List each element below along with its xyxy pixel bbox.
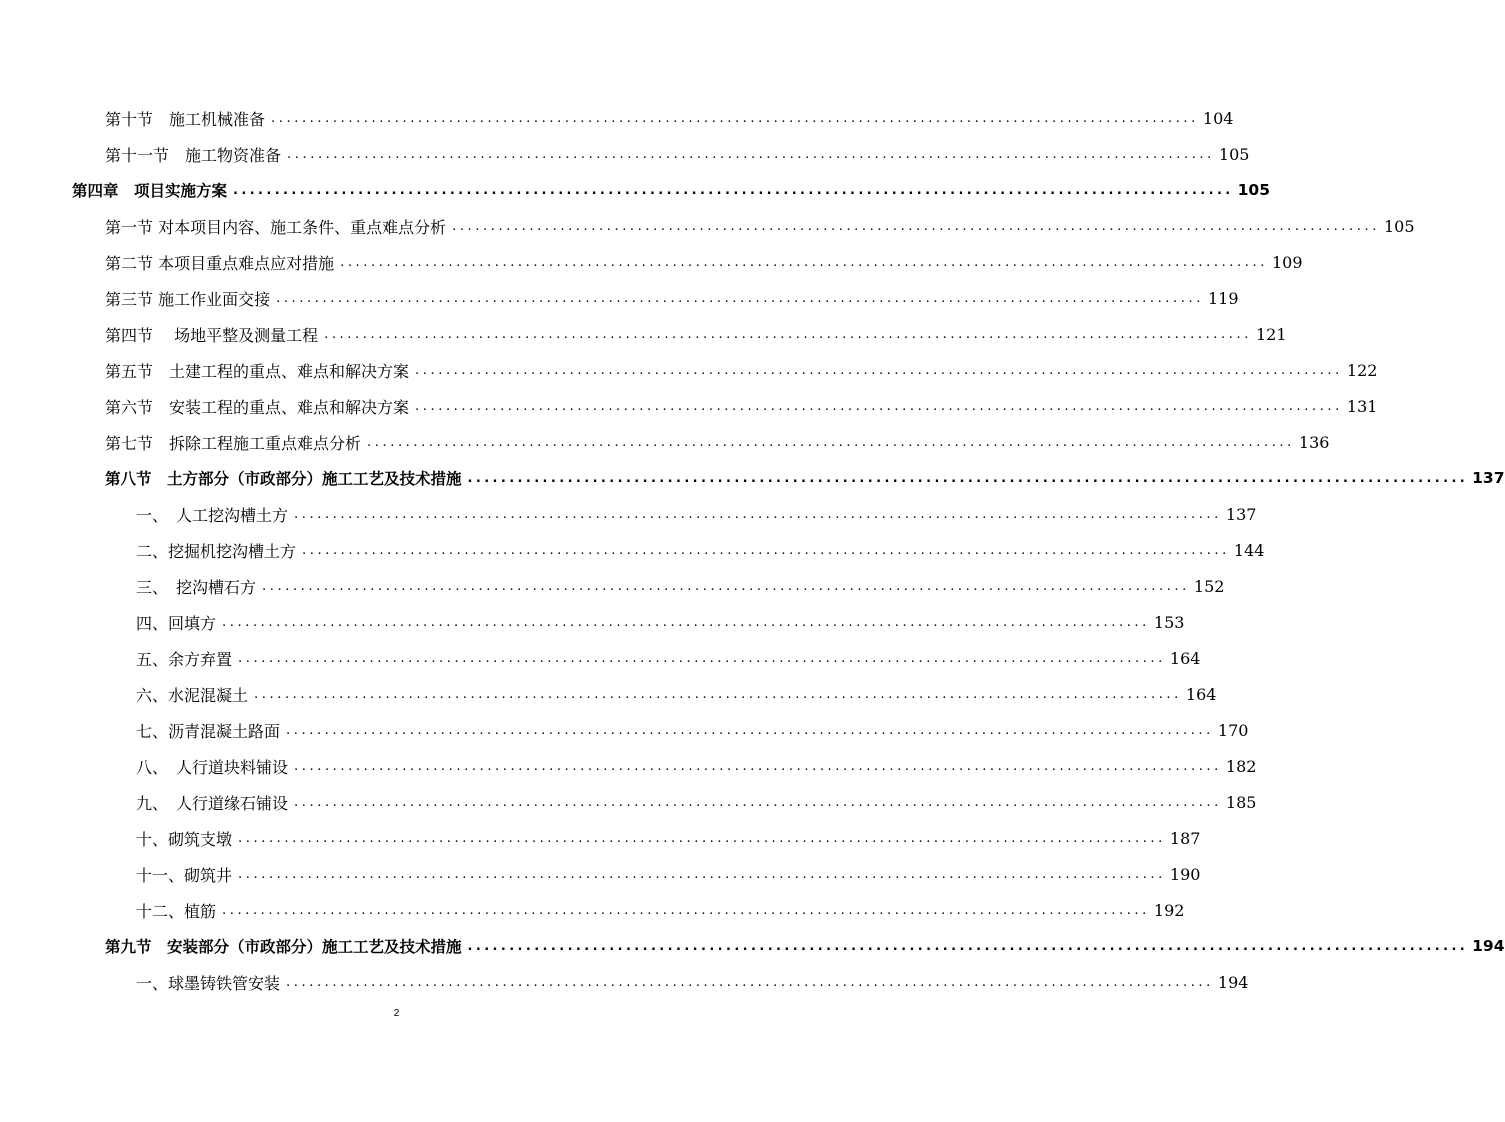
toc-entry-title: 七、沥青混凝土路面 <box>136 721 281 741</box>
dot-leader: ........................................................................................................................ <box>286 722 1214 738</box>
toc-entry[interactable] <box>0 568 1225 604</box>
toc-entry-title: 三、 挖沟槽石方 <box>136 577 257 597</box>
dot-leader: ........................................................................................................................ <box>233 182 1234 198</box>
dot-leader: ........................................................................................................................ <box>294 506 1222 522</box>
dot-leader: ........................................................................................................................ <box>222 614 1150 630</box>
toc-entry-page: 105 <box>1218 144 1250 164</box>
toc-entry-page: 170 <box>1217 720 1249 740</box>
toc-entry[interactable] <box>0 604 1185 640</box>
toc-entry[interactable] <box>0 928 1505 964</box>
toc-entry-page: 104 <box>1202 108 1234 128</box>
dot-leader: ........................................................................................................................ <box>467 938 1469 954</box>
toc-entry[interactable] <box>0 856 1201 892</box>
dot-leader: ........................................................................................................................ <box>367 434 1295 450</box>
dot-leader: ........................................................................................................................ <box>324 326 1252 342</box>
toc-entry[interactable] <box>0 244 1303 280</box>
toc-entry-page: 182 <box>1225 756 1257 776</box>
toc-entry-page: 121 <box>1255 324 1287 344</box>
toc-entry-page: 164 <box>1169 648 1201 668</box>
toc-entry[interactable] <box>0 964 1249 1000</box>
toc-entry-page: 137 <box>1225 504 1257 524</box>
toc-entry[interactable] <box>0 496 1257 532</box>
toc-entry-page: 192 <box>1153 900 1185 920</box>
toc-entry-title: 第一节 对本项目内容、施工条件、重点难点分析 <box>105 217 447 237</box>
toc-entry-page: 122 <box>1346 360 1378 380</box>
toc-entry-title: 十二、植筋 <box>136 901 217 921</box>
dot-leader: ........................................................................................................................ <box>340 254 1268 270</box>
toc-entry-title: 十、砌筑支墩 <box>136 829 233 849</box>
toc-entry[interactable] <box>0 748 1257 784</box>
toc-entry[interactable] <box>0 712 1249 748</box>
page-number: 2 <box>393 1008 400 1019</box>
toc-entry-title: 一、球墨铸铁管安装 <box>136 973 281 993</box>
table-of-contents <box>0 100 1505 1000</box>
dot-leader: ........................................................................................................................ <box>415 398 1343 414</box>
toc-entry-title: 第九节 安装部分（市政部分）施工工艺及技术措施 <box>105 938 462 956</box>
dot-leader: ........................................................................................................................ <box>286 974 1214 990</box>
dot-leader: ........................................................................................................................ <box>452 218 1380 234</box>
toc-entry-page: 105 <box>1383 216 1415 236</box>
toc-entry[interactable] <box>0 280 1239 316</box>
toc-entry[interactable] <box>0 172 1270 208</box>
dot-leader: ........................................................................................................................ <box>287 146 1215 162</box>
dot-leader: ........................................................................................................................ <box>294 794 1222 810</box>
toc-entry[interactable] <box>0 892 1185 928</box>
toc-entry-title: 十一、砌筑井 <box>136 865 233 885</box>
dot-leader: ........................................................................................................................ <box>415 362 1343 378</box>
toc-entry-page: 187 <box>1169 828 1201 848</box>
toc-entry-page: 164 <box>1185 684 1217 704</box>
toc-entry[interactable] <box>0 424 1330 460</box>
dot-leader: ........................................................................................................................ <box>238 866 1166 882</box>
toc-entry-page: 185 <box>1225 792 1257 812</box>
toc-entry[interactable] <box>0 532 1265 568</box>
toc-entry-title: 第五节 土建工程的重点、难点和解决方案 <box>105 361 410 381</box>
toc-entry-title: 第四节 场地平整及测量工程 <box>105 325 319 345</box>
toc-entry-page: 136 <box>1298 432 1330 452</box>
toc-entry[interactable] <box>0 820 1201 856</box>
toc-entry[interactable] <box>0 208 1415 244</box>
toc-entry-page: 119 <box>1207 288 1239 308</box>
toc-entry-title: 九、 人行道缘石铺设 <box>136 793 289 813</box>
toc-entry-title: 第四章 项目实施方案 <box>72 182 228 200</box>
dot-leader: ........................................................................................................................ <box>238 650 1166 666</box>
toc-entry[interactable] <box>0 316 1287 352</box>
toc-entry-page: 194 <box>1472 937 1505 955</box>
toc-entry-title: 第二节 本项目重点难点应对措施 <box>105 253 335 273</box>
dot-leader: ........................................................................................................................ <box>302 542 1230 558</box>
toc-entry-page: 131 <box>1346 396 1378 416</box>
toc-entry[interactable] <box>0 784 1257 820</box>
toc-entry-title: 第八节 土方部分（市政部分）施工工艺及技术措施 <box>105 470 462 488</box>
toc-entry[interactable] <box>0 388 1378 424</box>
toc-entry[interactable] <box>0 640 1201 676</box>
toc-entry-title: 二、挖掘机挖沟槽土方 <box>136 541 297 561</box>
toc-entry-page: 109 <box>1271 252 1303 272</box>
toc-entry-title: 第十一节 施工物资准备 <box>105 145 282 165</box>
toc-entry-title: 四、回填方 <box>136 613 217 633</box>
toc-entry-page: 194 <box>1217 972 1249 992</box>
toc-entry[interactable] <box>0 352 1378 388</box>
dot-leader: ........................................................................................................................ <box>294 758 1222 774</box>
toc-entry-title: 第六节 安装工程的重点、难点和解决方案 <box>105 397 410 417</box>
dot-leader: ........................................................................................................................ <box>271 110 1199 126</box>
toc-entry-page: 105 <box>1237 181 1270 199</box>
toc-entry-page: 152 <box>1193 576 1225 596</box>
toc-entry[interactable] <box>0 136 1250 172</box>
toc-entry-title: 五、余方弃置 <box>136 649 233 669</box>
dot-leader: ........................................................................................................................ <box>254 686 1182 702</box>
toc-entry-page: 137 <box>1472 469 1505 487</box>
toc-entry-title: 六、水泥混凝土 <box>136 685 249 705</box>
toc-entry-title: 一、 人工挖沟槽土方 <box>136 505 289 525</box>
toc-entry-page: 153 <box>1153 612 1185 632</box>
toc-entry[interactable] <box>0 100 1234 136</box>
toc-entry[interactable] <box>0 676 1217 712</box>
toc-entry[interactable] <box>0 460 1505 496</box>
toc-entry-title: 第十节 施工机械准备 <box>105 109 266 129</box>
toc-entry-title: 第三节 施工作业面交接 <box>105 289 271 309</box>
toc-entry-page: 190 <box>1169 864 1201 884</box>
toc-entry-page: 144 <box>1233 540 1265 560</box>
toc-entry-title: 八、 人行道块料铺设 <box>136 757 289 777</box>
dot-leader: ........................................................................................................................ <box>238 830 1166 846</box>
dot-leader: ........................................................................................................................ <box>222 902 1150 918</box>
toc-entry-title: 第七节 拆除工程施工重点难点分析 <box>105 433 362 453</box>
dot-leader: ........................................................................................................................ <box>467 470 1469 486</box>
dot-leader: ........................................................................................................................ <box>262 578 1190 594</box>
dot-leader: ........................................................................................................................ <box>276 290 1204 306</box>
